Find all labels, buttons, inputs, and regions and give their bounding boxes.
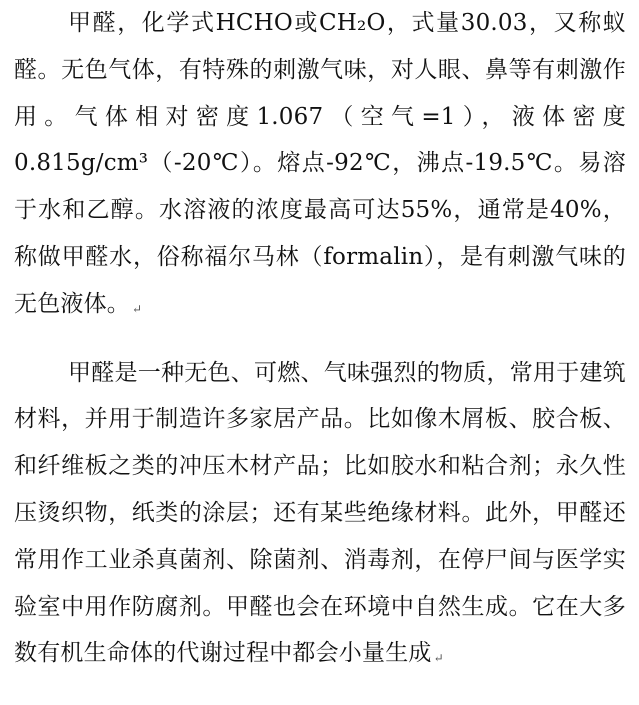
paragraph-mark-icon: ↵ xyxy=(433,651,444,666)
paragraph-text: 甲醛是一种无色、可燃、气味强烈的物质，常用于建筑材料，并用于制造许多家居产品。比如像木屑板、胶合板、和纤维板之类的冲压木材产品；比如胶水和粘合剂；永久性压烫织物，纸类的涂层；还有某些绝缘材料。此外，甲醛还常用作工业杀真菌剂、除菌剂、消毒剂，在停尸间与医学实验室中用作防腐剂。甲醛也会在环境中自然生成。它在大多数有机生命体的代谢过程中都会小量生成 xyxy=(14,359,626,667)
paragraph-text: 甲醛，化学式HCHO或CH₂O，式量30.03，又称蚁醛。无色气体，有特殊的刺激气味，对人眼、鼻等有刺激作用。气体相对密度1.067（空气=1），液体密度0.815g/cm³（-20℃）。熔点-92℃，沸点-19.5℃。易溶于水和乙醇。水溶液的浓度最高可达55%，通常是40%，称做甲醛水，俗称福尔马林（formalin），是有刺激气味的无色液体。 xyxy=(14,10,626,317)
paragraph-mark-icon: ↵ xyxy=(132,301,143,316)
paragraph-formaldehyde-properties xyxy=(14,0,626,333)
document-body xyxy=(14,0,626,682)
paragraph-formaldehyde-uses xyxy=(14,350,626,683)
